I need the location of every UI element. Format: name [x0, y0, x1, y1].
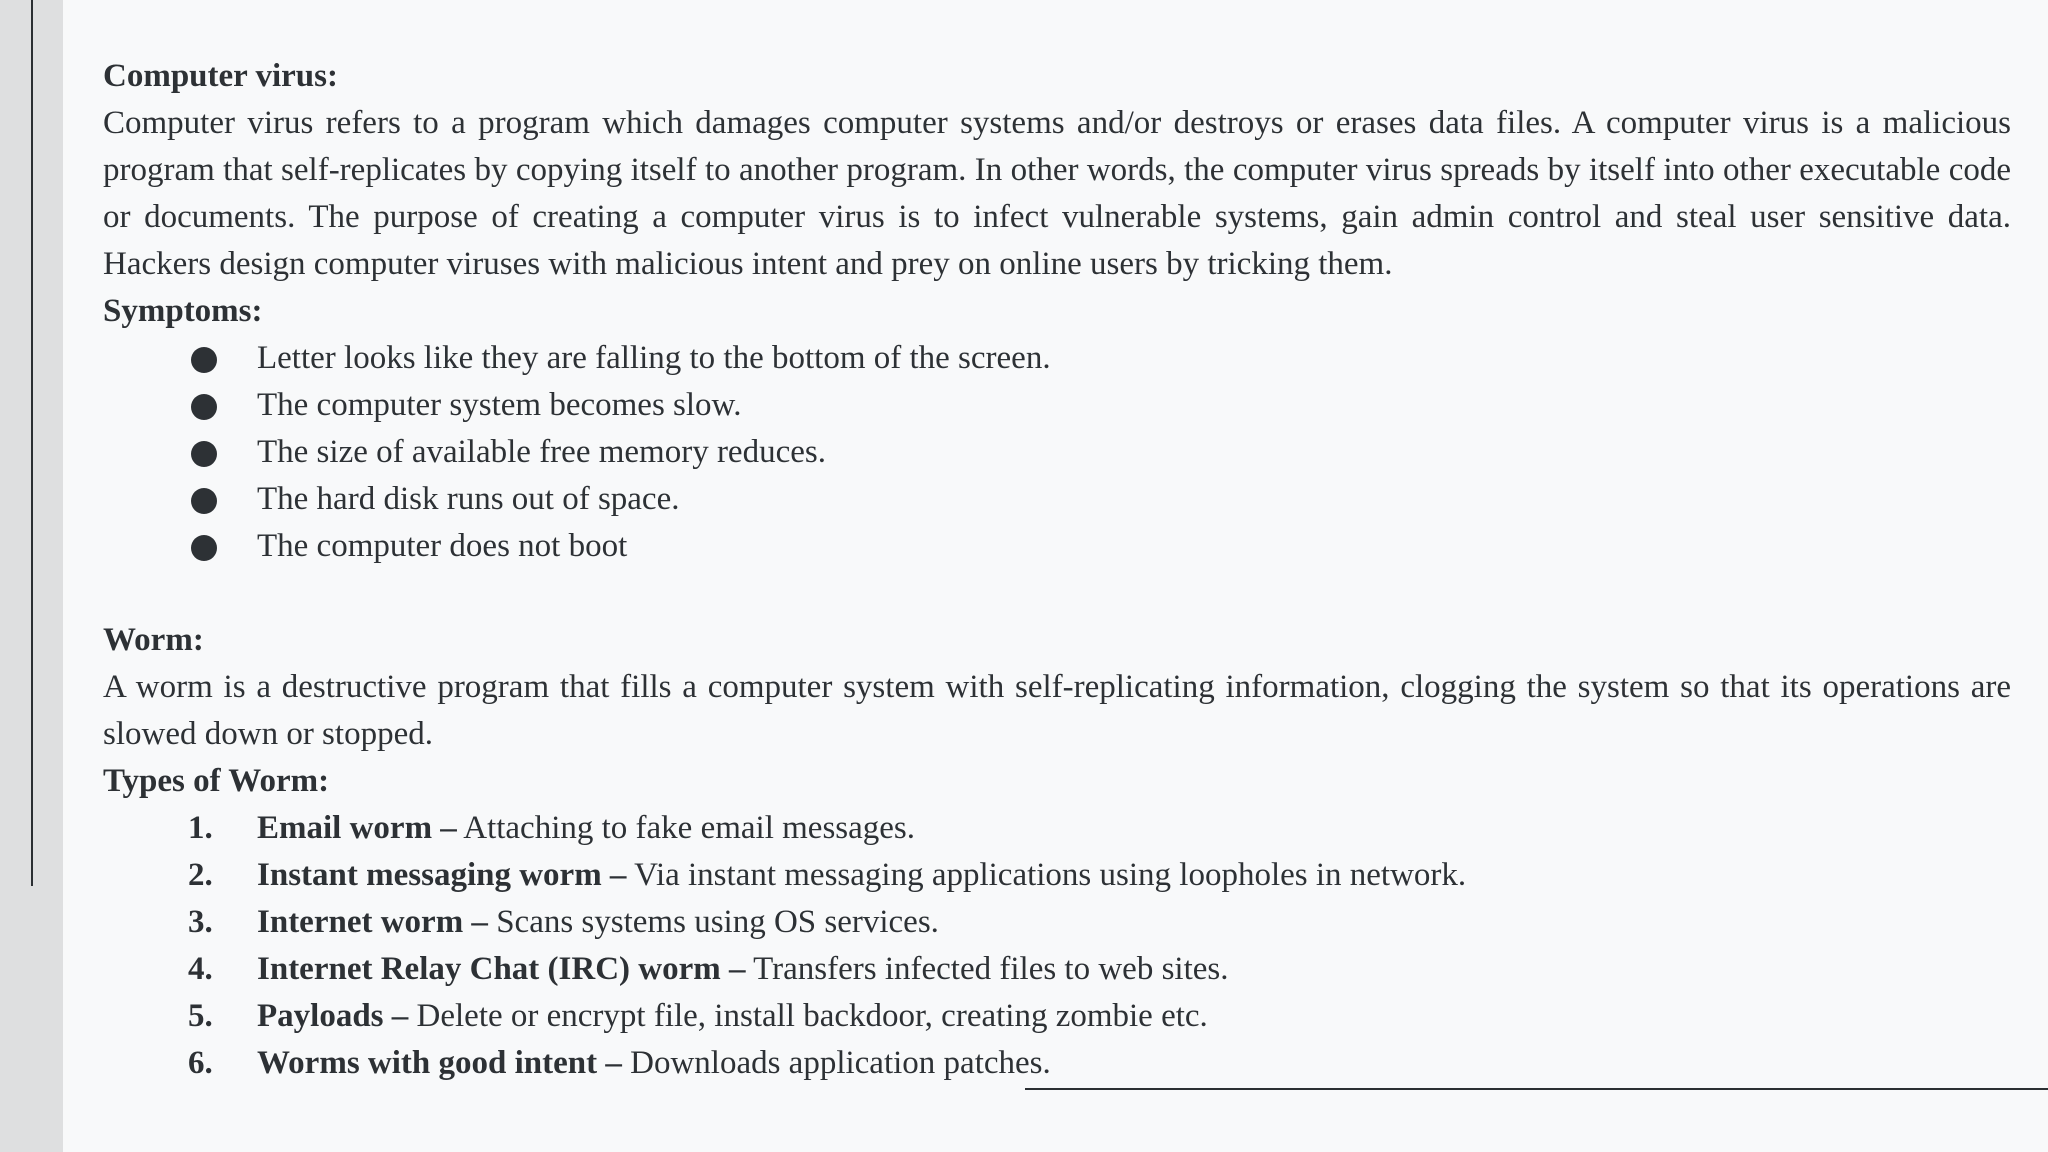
worm-type-term: Internet Relay Chat (IRC) worm –	[257, 951, 746, 987]
worm-type-desc: Attaching to fake email messages.	[456, 810, 916, 846]
worm-type-desc: Transfers infected files to web sites.	[745, 951, 1229, 987]
bottom-horizontal-rule	[1025, 1088, 2048, 1090]
symptom-text: The computer does not boot	[257, 528, 628, 564]
worm-type-item	[103, 1040, 2011, 1087]
symptom-item	[103, 429, 2011, 476]
symptom-text: The size of available free memory reduces.	[257, 434, 826, 470]
bullet-icon	[191, 441, 217, 467]
worm-heading: Worm:	[103, 622, 204, 658]
worm-type-term: Instant messaging worm –	[257, 857, 627, 893]
worm-type-item	[103, 899, 2011, 946]
symptom-text: The hard disk runs out of space.	[257, 481, 680, 517]
symptoms-heading: Symptoms:	[103, 293, 263, 329]
bullet-icon	[191, 535, 217, 561]
worm-paragraph: A worm is a destructive program that fills a computer system with self-replicating information, clogging the system so that its operations are slowed down or stopped.	[103, 669, 2011, 752]
worm-type-item	[103, 852, 2011, 899]
left-vertical-rule	[31, 0, 33, 886]
symptom-item	[103, 476, 2011, 523]
worm-type-item	[103, 993, 2011, 1040]
symptom-text: The computer system becomes slow.	[257, 387, 742, 423]
symptoms-list	[103, 335, 2011, 570]
symptom-item	[103, 382, 2011, 429]
worm-type-term: Email worm –	[257, 810, 457, 846]
virus-paragraph: Computer virus refers to a program which damages computer systems and/or destroys or erases data files. A computer virus is a malicious program that self-replicates by copying itself to another program. In other words, the computer virus spreads by itself into other executable code or documents. The purpose of creating a computer virus is to infect vulnerable systems, gain admin control and steal user sensitive data. Hackers design computer viruses with malicious intent and prey on online users by tricking them.	[103, 105, 2011, 282]
symptom-item	[103, 335, 2011, 382]
document-content	[103, 53, 2011, 1087]
section-spacer	[103, 570, 2011, 617]
worm-type-desc: Via instant messaging applications using loopholes in network.	[626, 857, 1467, 893]
worm-type-term: Internet worm –	[257, 904, 488, 940]
worm-type-term: Payloads –	[257, 998, 409, 1034]
list-number: 1.	[188, 810, 213, 846]
virus-heading: Computer virus:	[103, 58, 338, 94]
symptom-item	[103, 523, 2011, 570]
worm-types-list	[103, 805, 2011, 1087]
list-number: 4.	[188, 951, 213, 987]
worm-type-desc: Downloads application patches.	[621, 1045, 1051, 1081]
symptom-text: Letter looks like they are falling to the bottom of the screen.	[257, 340, 1051, 376]
worm-type-item	[103, 805, 2011, 852]
worm-type-desc: Delete or encrypt file, install backdoor, creating zombie etc.	[408, 998, 1208, 1034]
worm-type-term: Worms with good intent –	[257, 1045, 622, 1081]
list-number: 3.	[188, 904, 213, 940]
list-number: 6.	[188, 1045, 213, 1081]
list-number: 5.	[188, 998, 213, 1034]
bullet-icon	[191, 347, 217, 373]
bullet-icon	[191, 394, 217, 420]
worm-types-heading: Types of Worm:	[103, 763, 330, 799]
worm-type-item	[103, 946, 2011, 993]
list-number: 2.	[188, 857, 213, 893]
worm-type-desc: Scans systems using OS services.	[487, 904, 939, 940]
bullet-icon	[191, 488, 217, 514]
